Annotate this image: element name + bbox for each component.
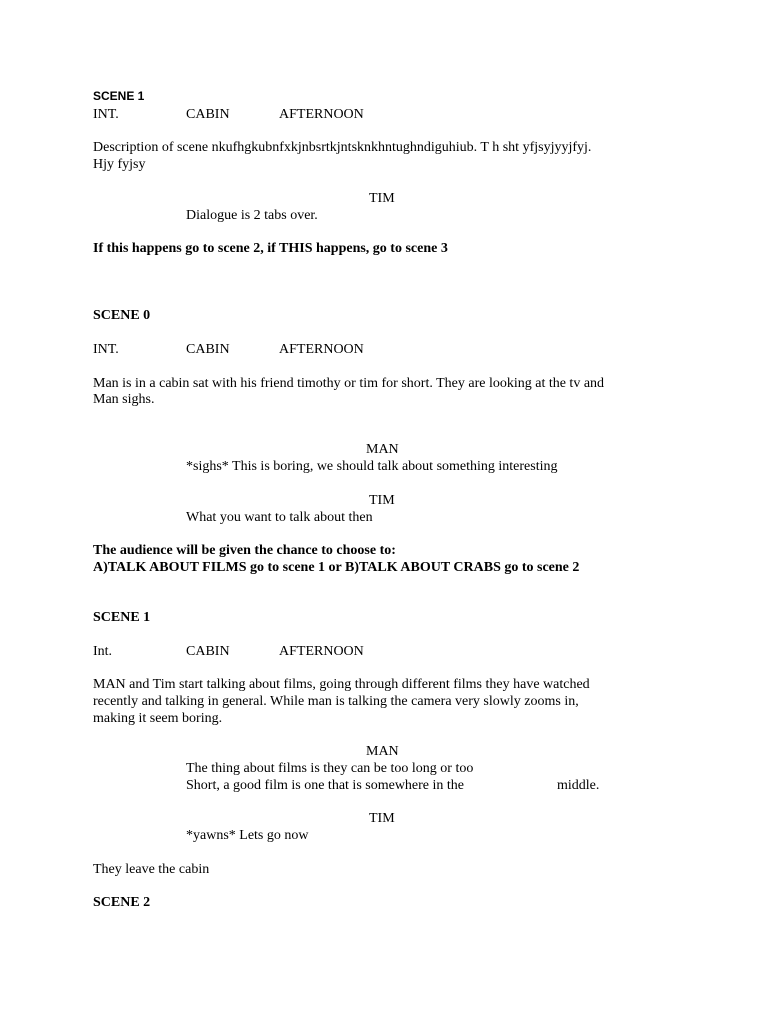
slug-location: CABIN xyxy=(186,107,230,122)
slug-int: INT. xyxy=(93,342,119,357)
slug-location: CABIN xyxy=(186,342,230,357)
character-name: TIM xyxy=(369,493,395,508)
scene-description: making it seem boring. xyxy=(93,711,223,726)
scene-description: Hjy fyjsy xyxy=(93,157,146,172)
dialogue-line: *yawns* Lets go now xyxy=(186,828,309,843)
slug-time: AFTERNOON xyxy=(279,644,364,659)
dialogue-line: Dialogue is 2 tabs over. xyxy=(186,208,318,223)
audience-choice-options: A)TALK ABOUT FILMS go to scene 1 or B)TALK ABOUT CRABS go to scene 2 xyxy=(93,560,580,575)
action-line: They leave the cabin xyxy=(93,862,210,877)
character-name: MAN xyxy=(366,442,399,457)
dialogue-line: The thing about films is they can be too long or too xyxy=(186,761,474,776)
character-name: TIM xyxy=(369,191,395,206)
scene-heading: SCENE 1 xyxy=(93,610,151,625)
branch-note: If this happens go to scene 2, if THIS happens, go to scene 3 xyxy=(93,241,448,256)
scene-heading: SCENE 1 xyxy=(93,89,145,103)
scene-description: Man sighs. xyxy=(93,392,155,407)
dialogue-line: What you want to talk about then xyxy=(186,510,373,525)
slug-int: Int. xyxy=(93,644,113,659)
scene-description: recently and talking in general. While man is talking the camera very slowly zooms in, xyxy=(93,694,579,709)
scene-description: Man is in a cabin sat with his friend timothy or tim for short. They are looking at the tv and xyxy=(93,376,605,391)
slug-int: INT. xyxy=(93,107,119,122)
character-name: TIM xyxy=(369,811,395,826)
scene-description: Description of scene nkufhgkubnfxkjnbsrtkjntsknkhntughndiguhiub. T h sht yfjsyjyyjfyj. xyxy=(93,140,592,155)
dialogue-line: *sighs* This is boring, we should talk about something interesting xyxy=(186,459,558,474)
scene-heading: SCENE 0 xyxy=(93,308,151,323)
slug-time: AFTERNOON xyxy=(279,342,364,357)
character-name: MAN xyxy=(366,744,399,759)
dialogue-line: Short, a good film is one that is somewhere in the xyxy=(186,778,465,793)
slug-location: CABIN xyxy=(186,644,230,659)
audience-choice-note: The audience will be given the chance to choose to: xyxy=(93,543,396,558)
scene-description: MAN and Tim start talking about films, going through different films they have watched xyxy=(93,677,590,692)
slug-time: AFTERNOON xyxy=(279,107,364,122)
scene-heading: SCENE 2 xyxy=(93,895,151,910)
dialogue-line: middle. xyxy=(557,778,600,793)
